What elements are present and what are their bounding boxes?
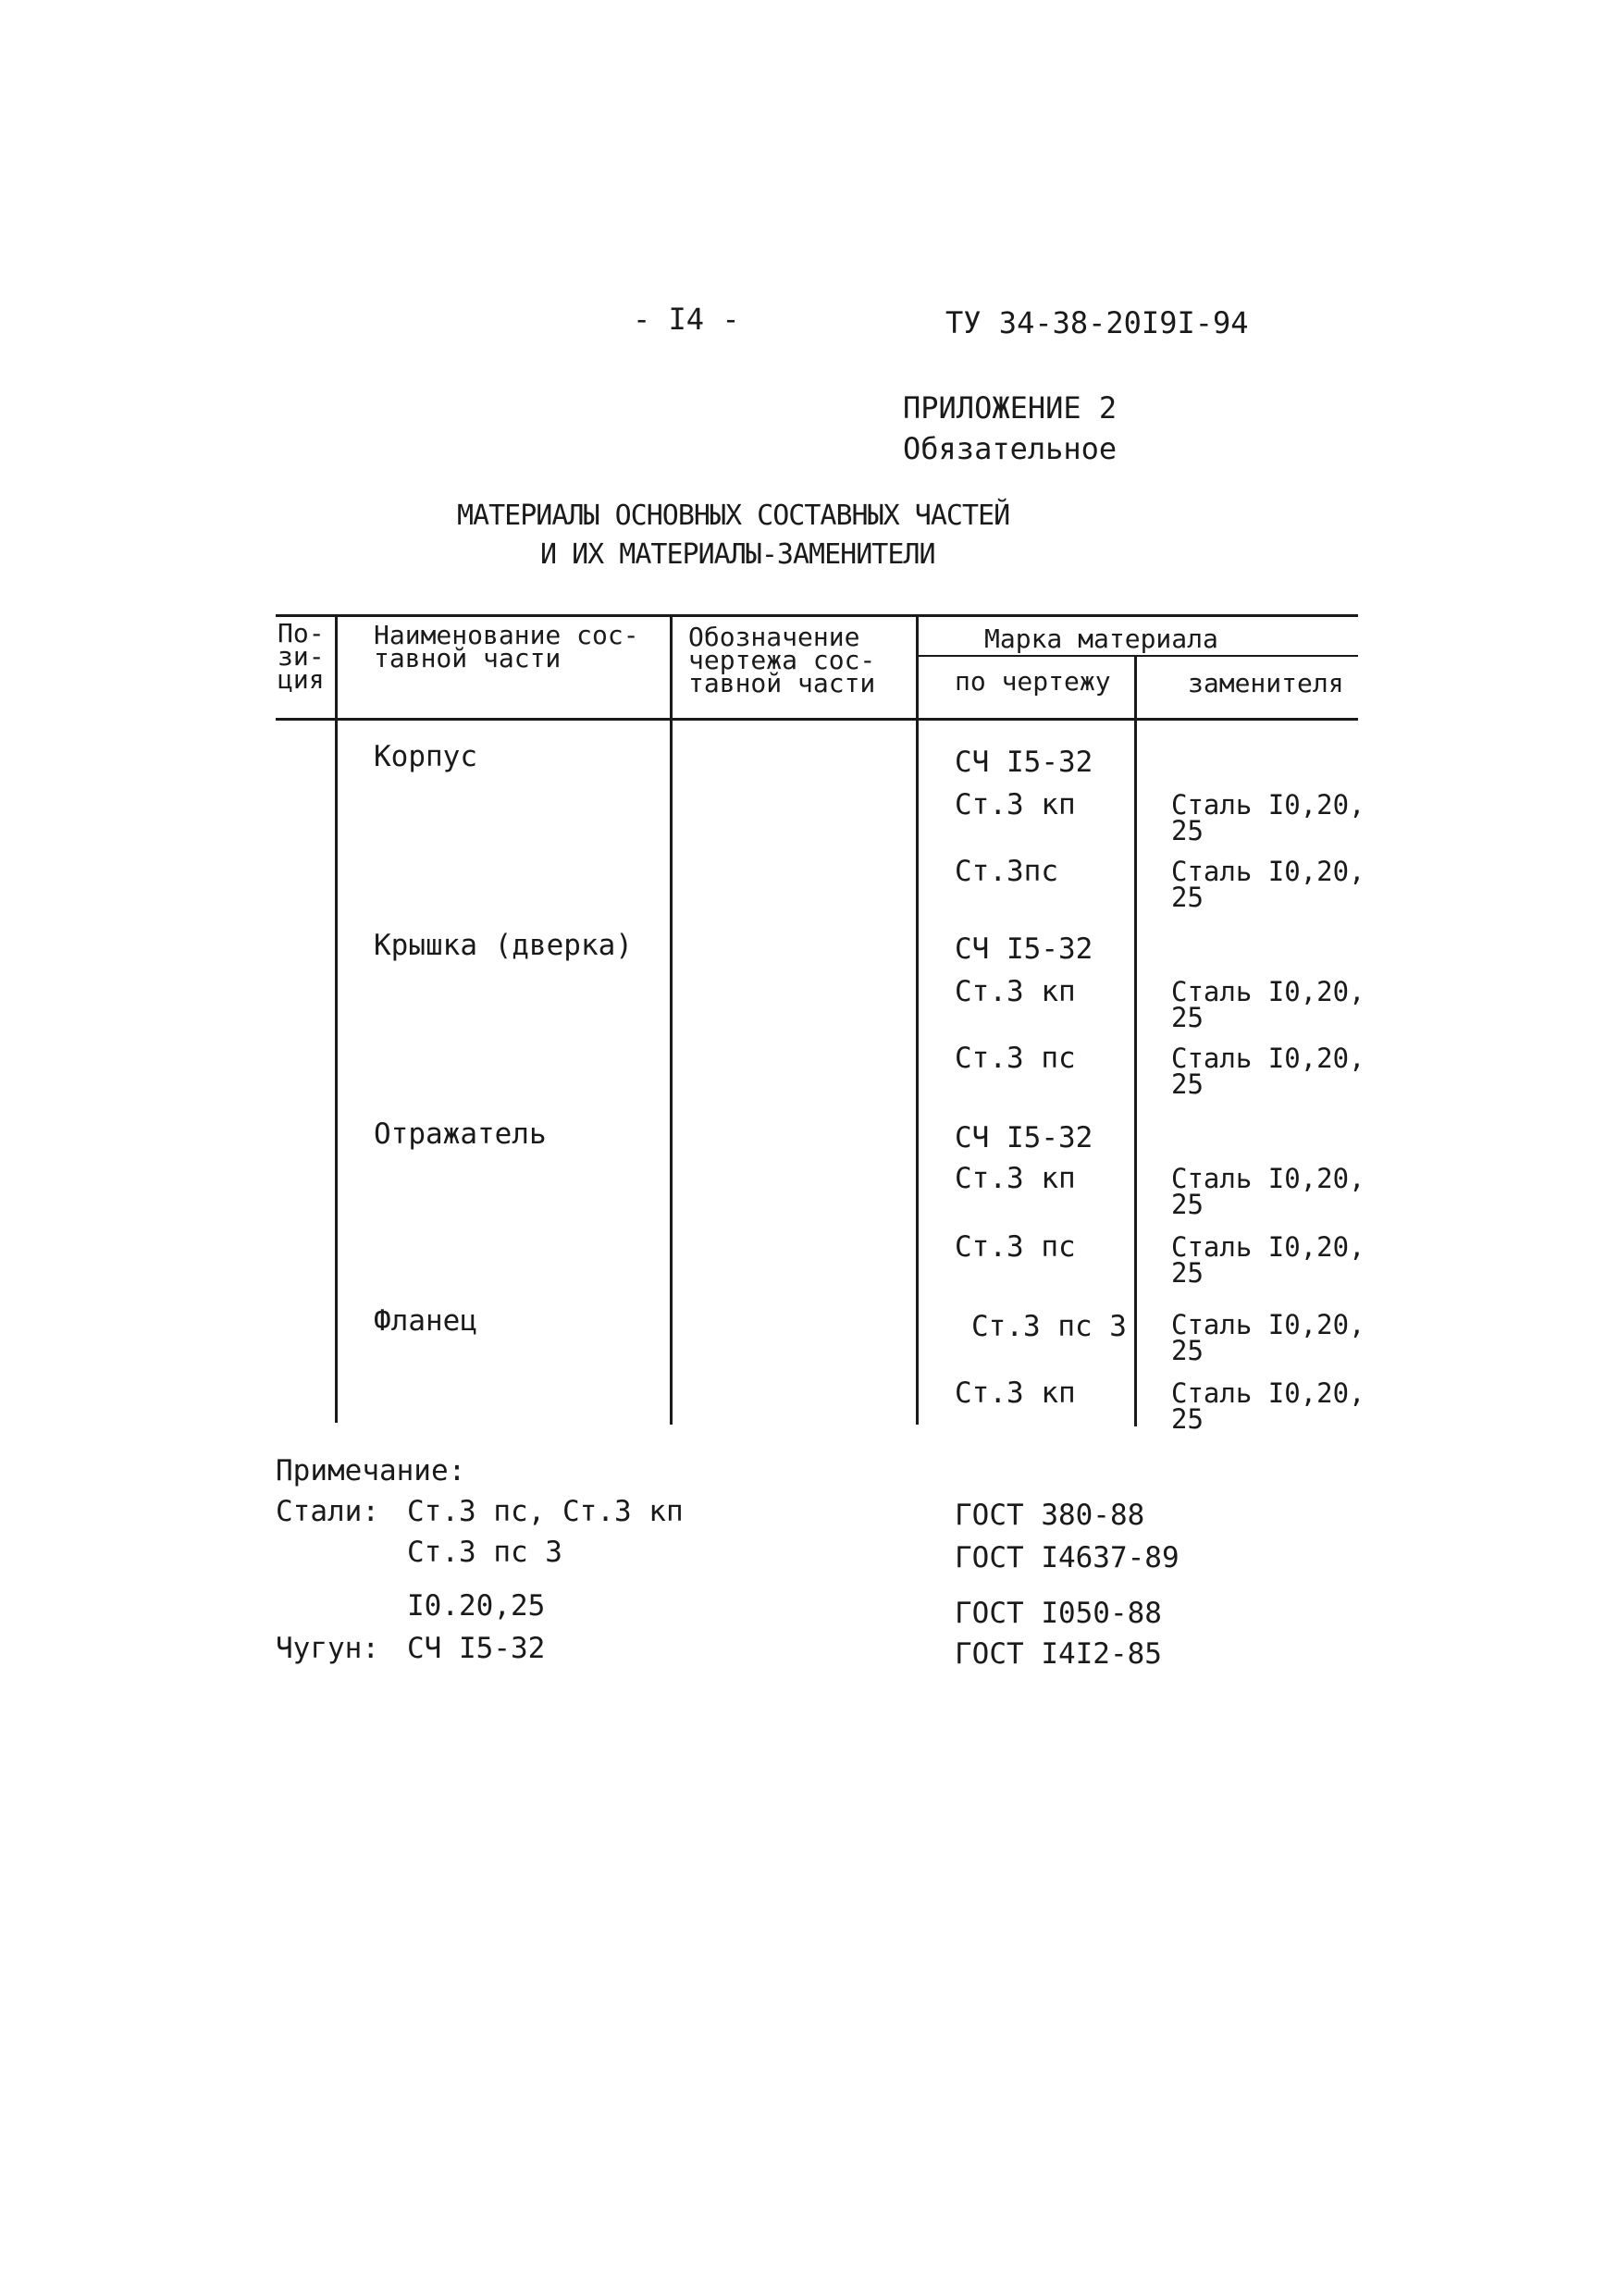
header-material-mark: Марка материала (984, 623, 1218, 654)
substitute-cell: Сталь I0,20, 25 (1171, 1309, 1365, 1366)
substitute-cell: Сталь I0,20, 25 (1171, 856, 1365, 913)
material-cell: Ст.3 кп (955, 1162, 1076, 1195)
appendix-label: ПРИЛОЖЕНИЕ 2 (903, 390, 1118, 426)
note-standard: ГОСТ I4637-89 (955, 1541, 1180, 1574)
part-name: Корпус (374, 740, 477, 773)
col-divider-name (670, 614, 673, 1425)
substitute-cell: Сталь I0,20, 25 (1171, 1231, 1365, 1289)
note-value: Ст.3 пс, Ст.3 кп (407, 1495, 684, 1528)
col-divider-position (335, 614, 338, 1423)
material-cell: СЧ I5-32 (955, 932, 1093, 966)
note-value: Ст.3 пс 3 (407, 1536, 562, 1569)
col-divider-material (1134, 655, 1137, 1426)
part-name: Крышка (дверка) (374, 929, 633, 962)
table-header-bottom-rule (276, 718, 1358, 721)
substitute-cell: Сталь I0,20, 25 (1171, 1377, 1365, 1435)
header-position: По- зи- ция (278, 618, 325, 695)
material-cell: СЧ I5-32 (955, 1121, 1093, 1154)
table-subheader-rule (916, 655, 1358, 657)
part-name: Отражатель (374, 1117, 547, 1151)
substitute-cell: Сталь I0,20, 25 (1171, 1163, 1365, 1220)
note-standard: ГОСТ I050-88 (955, 1597, 1162, 1630)
page-number: - I4 - (633, 302, 740, 337)
note-title: Примечание: (276, 1454, 466, 1487)
material-cell: СЧ I5-32 (955, 746, 1093, 779)
part-name: Фланец (374, 1304, 477, 1338)
table-top-rule (276, 614, 1358, 617)
note-label: Стали: (276, 1495, 379, 1528)
substitute-cell: Сталь I0,20, 25 (1171, 1043, 1365, 1100)
header-by-drawing: по чертежу (955, 666, 1111, 697)
material-cell: Ст.3 пс (955, 1230, 1076, 1264)
material-cell: Ст.3 пс 3 (971, 1310, 1127, 1343)
note-value: I0.20,25 (407, 1589, 546, 1623)
note-value: СЧ I5-32 (407, 1632, 546, 1665)
document-title-line1: МАТЕРИАЛЫ ОСНОВНЫХ СОСТАВНЫХ ЧАСТЕЙ (457, 500, 1010, 532)
document-title-line2: И ИХ МАТЕРИАЛЫ-ЗАМЕНИТЕЛИ (540, 538, 935, 571)
material-cell: Ст.3 кп (955, 788, 1076, 821)
material-cell: Ст.3пс (955, 855, 1058, 888)
substitute-cell: Сталь I0,20, 25 (1171, 976, 1365, 1033)
document-code: ТУ 34-38-20I9I-94 (945, 305, 1249, 340)
substitute-cell: Сталь I0,20, 25 (1171, 789, 1365, 846)
material-cell: Ст.3 кп (955, 1376, 1076, 1410)
header-substitute: заменителя (1188, 668, 1344, 698)
header-part-name: Наименование сос- тавной части (374, 620, 639, 673)
material-cell: Ст.3 пс (955, 1042, 1076, 1075)
col-divider-drawing (916, 614, 919, 1425)
note-standard: ГОСТ I4I2-85 (955, 1637, 1162, 1671)
header-drawing-designation: Обозначение чертежа сос- тавной части (688, 622, 876, 698)
note-label: Чугун: (276, 1632, 379, 1665)
appendix-status: Обязательное (903, 431, 1118, 466)
note-standard: ГОСТ 380-88 (955, 1499, 1145, 1532)
material-cell: Ст.3 кп (955, 975, 1076, 1008)
